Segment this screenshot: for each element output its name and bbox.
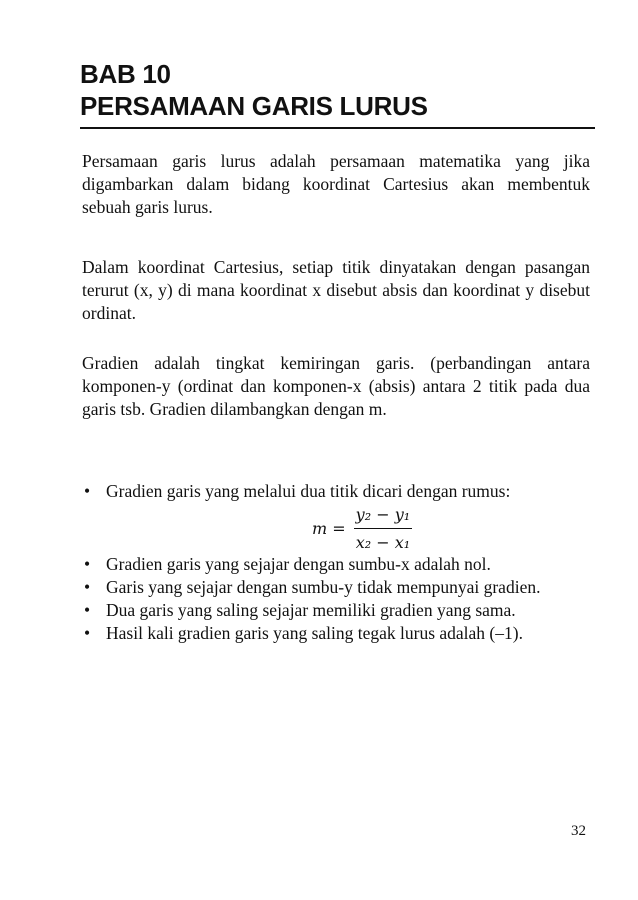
bullet-dot-icon: •	[84, 623, 91, 643]
paragraph-gradient: Gradien adalah tingkat kemiringan garis. (perbandingan antara komponen-y (ordinat dan komponen-x (absis) antara 2 titik pada dua garis tsb. Gradien dilambangkan dengan m.	[82, 353, 590, 419]
paragraph-definition: Persamaan garis lurus adalah persamaan matematika yang jika digambarkan dalam bidang koordinat Cartesius akan membentuk sebuah garis lurus.	[82, 151, 590, 217]
list-item-text: Dua garis yang saling sejajar memiliki gradien yang sama.	[106, 600, 516, 620]
list-item	[80, 576, 600, 599]
paragraph-cartesian: Dalam koordinat Cartesius, setiap titik dinyatakan dengan pasangan terurut (x, y) di mana koordinat x disebut absis dan koordinat y disebut ordinat.	[82, 257, 590, 323]
list-item-text: Garis yang sejajar dengan sumbu-y tidak mempunyai gradien.	[106, 577, 541, 597]
bullet-dot-icon: •	[84, 554, 91, 574]
chapter-title: PERSAMAAN GARIS LURUS	[80, 91, 428, 121]
bullet-dot-icon: •	[84, 577, 91, 597]
list-item-text: Hasil kali gradien garis yang saling tegak lurus adalah (–1).	[106, 623, 523, 643]
list-item-text: Gradien garis yang sejajar dengan sumbu-x adalah nol.	[106, 554, 491, 574]
formula-fraction	[354, 503, 412, 554]
bullet-dot-icon: •	[84, 481, 91, 501]
chapter-number: BAB 10	[80, 59, 171, 89]
list-item	[80, 599, 600, 622]
formula-numerator: y₂ − y₁	[354, 503, 412, 529]
chapter-heading	[80, 58, 600, 122]
gradient-formula	[106, 503, 600, 553]
list-item	[80, 553, 600, 576]
list-item-text: Gradien garis yang melalui dua titik dicari dengan rumus:	[106, 481, 511, 501]
bullet-dot-icon: •	[84, 600, 91, 620]
list-item	[80, 480, 600, 553]
list-item	[80, 622, 600, 645]
formula-lhs: m =	[312, 518, 346, 538]
formula-denominator: x₂ − x₁	[355, 532, 411, 552]
page-number: 32	[571, 823, 586, 839]
property-list	[80, 480, 600, 645]
heading-underline	[80, 127, 595, 129]
